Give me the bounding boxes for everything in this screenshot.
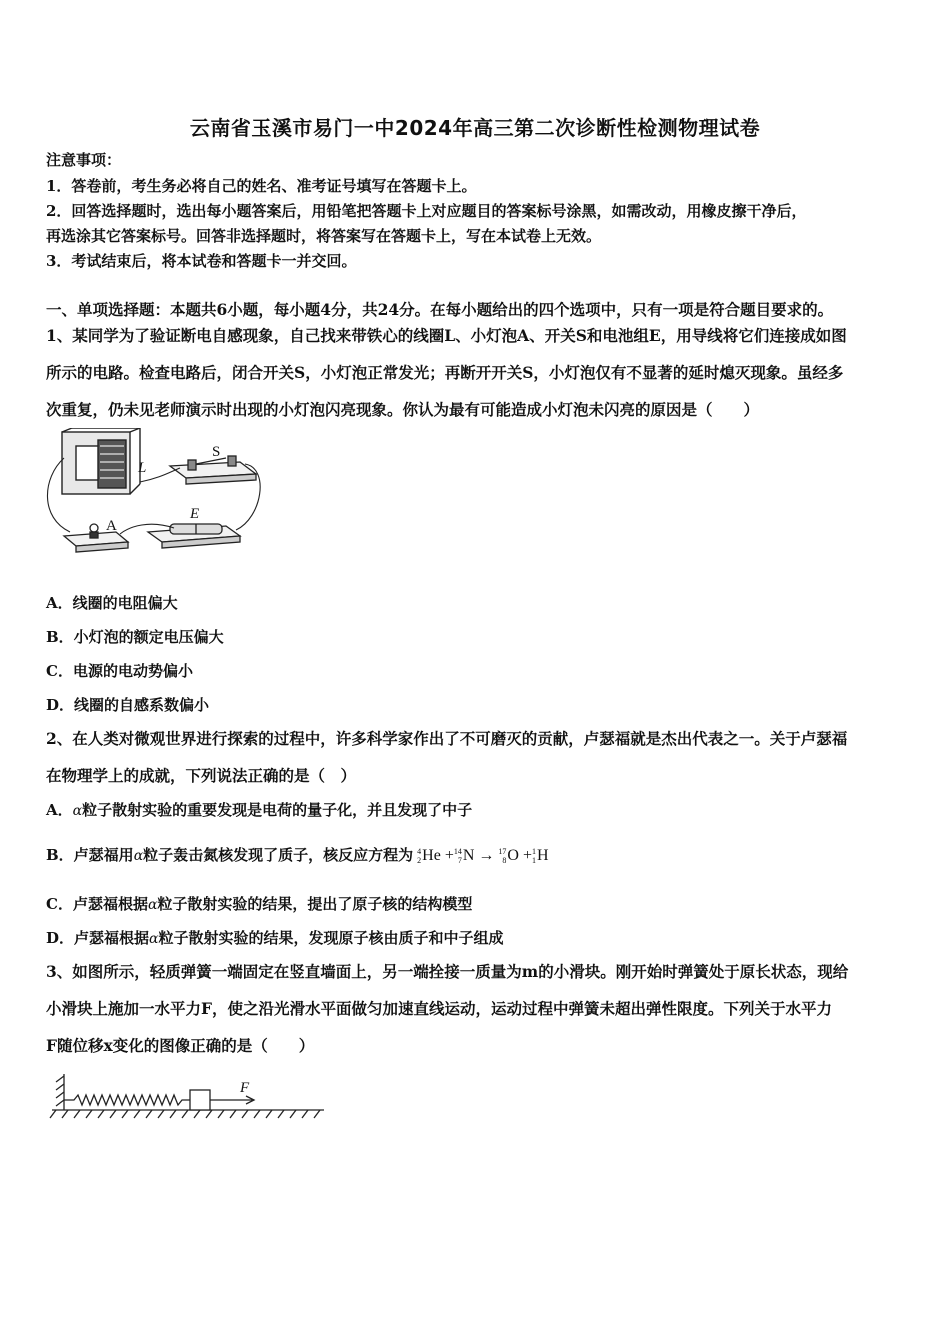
notice-item-3: 3．考试结束后，将本试卷和答题卡一并交回。 xyxy=(46,252,357,270)
q2-option-c: C．卢瑟福根据α粒子散射实验的结果，提出了原子核的结构模型 xyxy=(46,895,473,913)
lamp-board xyxy=(64,524,128,552)
alpha-symbol: α xyxy=(133,848,144,864)
alpha-symbol: α xyxy=(147,897,158,913)
notice-item-1: 1．答卷前，考生务必将自己的姓名、准考证号填写在答题卡上。 xyxy=(46,177,477,195)
battery-board xyxy=(148,524,240,548)
nuclear-equation: 4 2 He + 14 7 N → 17 8 O + 1 1 H xyxy=(417,847,549,866)
switch-label: S xyxy=(212,444,221,460)
notice-heading: 注意事项： xyxy=(46,151,122,169)
q2-option-a: A．α粒子散射实验的重要发现是电荷的量子化，并且发现了中子 xyxy=(46,801,473,819)
q1-line-3: 次重复，仍未见老师演示时出现的小灯泡闪亮现象。你认为最有可能造成小灯泡未闪亮的原因是（ ） xyxy=(46,400,760,419)
q1-option-b: B．小灯泡的额定电压偏大 xyxy=(46,628,224,646)
force-label: F xyxy=(240,1080,250,1096)
floor-hatch xyxy=(50,1110,320,1118)
q1-option-c: C．电源的电动势偏小 xyxy=(46,662,193,680)
q2-option-d: D．卢瑟福根据α粒子散射实验的结果，发现原子核由质子和中子组成 xyxy=(46,929,504,947)
iron-core-coil xyxy=(62,428,140,494)
alpha-symbol: α xyxy=(149,931,159,947)
q1-option-d: D．线圈的自感系数偏小 xyxy=(46,696,210,714)
q2-line-1: 2、在人类对微观世界进行探索的过程中，许多科学家作出了不可磨灭的贡献，卢瑟福就是杰出代表之一。关于卢瑟福 xyxy=(46,729,848,748)
q1-circuit-figure xyxy=(40,428,270,568)
slider-block xyxy=(190,1090,210,1110)
battery-label: E xyxy=(190,506,200,522)
page-title: 云南省玉溪市易门一中2024年高三第二次诊断性检测物理试卷 xyxy=(189,116,761,140)
q3-line-2: 小滑块上施加一水平力F，使之沿光滑水平面做匀加速直线运动，运动过程中弹簧未超出弹性限度。下列关于水平力 xyxy=(46,999,833,1018)
coil-label: L xyxy=(138,460,147,476)
section-heading: 一、单项选择题：本题共6小题，每小题4分，共24分。在每小题给出的四个选项中，只有一项是符合题目要求的。 xyxy=(46,300,834,319)
q2-line-2: 在物理学上的成就，下列说法正确的是（ ） xyxy=(46,766,357,785)
notice-item-2: 2．回答选择题时，选出每小题答案后，用铅笔把答题卡上对应题目的答案标号涂黑，如需改动，用橡皮擦干净后， xyxy=(46,202,807,220)
spring xyxy=(64,1095,190,1105)
q1-option-a: A．线圈的电阻偏大 xyxy=(46,594,178,612)
q3-line-3: F随位移x变化的图像正确的是（ ） xyxy=(46,1036,315,1055)
q1-line-2: 所示的电路。检查电路后，闭合开关S，小灯泡正常发光；再断开开关S，小灯泡仅有不显著的延时熄灭现象。虽经多 xyxy=(46,363,844,382)
notice-item-2-cont: 再选涂其它答案标号。回答非选择题时，将答案写在答题卡上，写在本试卷上无效。 xyxy=(46,227,602,245)
q2-option-b: B．卢瑟福用α粒子轰击氮核发现了质子，核反应方程为 4 2 He + 14 7 N → 17 8 O + 1 1 H xyxy=(46,846,549,866)
lamp-label: A xyxy=(106,518,117,534)
q1-line-1: 1、某同学为了验证断电自感现象，自己找来带铁心的线圈L、小灯泡A、开关S和电池组E，用导线将它们连接成如图 xyxy=(46,326,847,345)
alpha-symbol: α xyxy=(72,803,83,819)
switch-board xyxy=(170,456,256,484)
q3-spring-figure xyxy=(44,1070,328,1122)
q3-line-1: 3、如图所示，轻质弹簧一端固定在竖直墙面上，另一端拴接一质量为m的小滑块。刚开始时弹簧处于原长状态，现给 xyxy=(46,962,849,981)
